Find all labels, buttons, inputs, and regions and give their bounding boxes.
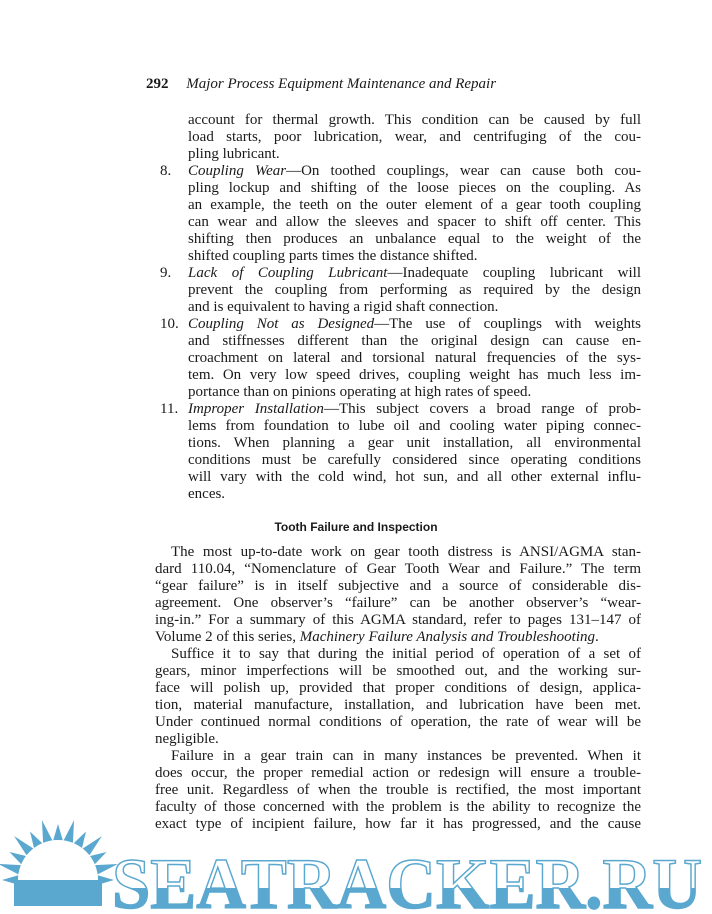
text-line: Under continued normal conditions of operation, the rate of wear will be bbox=[155, 714, 641, 730]
page-number: 292 bbox=[146, 76, 169, 92]
text-line: Suffice it to say that during the initial period of operation of a set of bbox=[171, 646, 641, 662]
text-line: face will polish up, provided that proper conditions of design, applica- bbox=[155, 680, 641, 696]
list-number: 10. bbox=[160, 316, 179, 332]
text-line: dard 110.04, “Nomenclature of Gear Tooth Wear and Failure.” The term bbox=[155, 561, 641, 577]
text-line: exact type of incipient failure, how far it has progressed, and the cause bbox=[155, 816, 641, 832]
sun-ray bbox=[64, 820, 74, 843]
text-line: an example, the teeth on the outer element of a gear tooth coupling bbox=[188, 197, 641, 213]
watermark bbox=[0, 800, 712, 914]
text-line bbox=[155, 629, 641, 646]
text-line: load starts, poor lubrication, wear, and centrifuging of the cou- bbox=[188, 129, 641, 145]
watermark-text: SEATRACKER.RU bbox=[112, 844, 702, 914]
text-line: faculty of those concerned with the problem is the ability to recognize the bbox=[155, 799, 641, 815]
text-line: portance than on pinions operating at high rates of speed. bbox=[188, 384, 532, 400]
text-line: account for thermal growth. This condition can be caused by full bbox=[188, 112, 641, 128]
section-heading: Tooth Failure and Inspection bbox=[274, 520, 438, 534]
text-line: agreement. One observer’s “failure” can be another observer’s “wear- bbox=[155, 595, 641, 611]
text-line: ing-in.” For a summary of this AGMA standard, refer to pages 131–147 of bbox=[155, 612, 641, 628]
sun-logo-icon bbox=[0, 820, 118, 906]
text-line: shifted coupling parts times the distance shifted. bbox=[188, 248, 478, 264]
list-item-title: Coupling Wear bbox=[188, 163, 287, 179]
list-item-title: Improper Installation bbox=[188, 401, 324, 417]
text-line: gears, minor imperfections will be smoothed out, and the working sur- bbox=[155, 663, 641, 679]
list-item-title: Coupling Not as Designed bbox=[188, 316, 375, 332]
text-line: will vary with the cold wind, hot sun, and all other external influ- bbox=[188, 469, 641, 485]
book-title: Major Process Equipment Maintenance and Repair bbox=[186, 76, 497, 92]
text-line: free unit. Regardless of when the trouble is rectified, the most important bbox=[155, 782, 641, 798]
list-number: 11. bbox=[160, 401, 179, 417]
running-header bbox=[146, 76, 496, 93]
text-line: tem. On very low speed drives, coupling weight has much less im- bbox=[188, 367, 641, 383]
text-line: can wear and allow the sleeves and spacer to shift off center. This bbox=[188, 214, 641, 230]
text-line: prevent the coupling from performing as required by the design bbox=[188, 282, 641, 298]
sun-ray bbox=[0, 864, 21, 874]
list-number: 9. bbox=[160, 265, 172, 281]
text-line: does occur, the proper remedial action or redesign will ensure a trouble- bbox=[155, 765, 641, 781]
text-line: “gear failure” is in itself subjective and a source of considerable dis- bbox=[155, 578, 641, 594]
list-item-title: Lack of Coupling Lubricant bbox=[188, 265, 388, 281]
text-line: croachment on lateral and torsional natural frequencies of the sys- bbox=[188, 350, 641, 366]
text-line: and is equivalent to having a rigid shaft connection. bbox=[188, 299, 499, 315]
list-item-first-line bbox=[160, 401, 641, 418]
text-line: lems from foundation to lube oil and cooling water piping connec- bbox=[188, 418, 641, 434]
text-line: shifting then produces an unbalance equal to the weight of the bbox=[188, 231, 641, 247]
text-line: The most up-to-date work on gear tooth distress is ANSI/AGMA stan- bbox=[171, 544, 641, 560]
text-run: —On toothed couplings, wear can cause both cou- bbox=[286, 163, 642, 179]
text-line: negligible. bbox=[155, 731, 219, 747]
text-run: Volume 2 of this series, bbox=[155, 629, 300, 645]
text-run: —Inadequate coupling lubricant will bbox=[387, 265, 641, 281]
text-line: conditions must be carefully considered since operating conditions bbox=[188, 452, 641, 468]
text-line: and stiffnesses different than the original design can cause en- bbox=[188, 333, 641, 349]
list-item-first-line bbox=[160, 316, 641, 333]
text-run: . bbox=[594, 629, 599, 645]
text-line: pling lubricant. bbox=[188, 146, 280, 162]
text-line: ences. bbox=[188, 486, 226, 502]
book-reference: Machinery Failure Analysis and Troubleshooting bbox=[299, 629, 595, 645]
list-item-first-line bbox=[160, 163, 642, 180]
text-line: tion, material manufacture, installation, and lubrication have been met. bbox=[155, 697, 641, 713]
numbered-list bbox=[160, 112, 642, 503]
text-line: tions. When planning a gear unit installation, all environmental bbox=[188, 435, 641, 451]
list-item-first-line bbox=[160, 265, 641, 282]
text-run: —This subject covers a broad range of prob- bbox=[323, 401, 641, 417]
text-line: pling lockup and shifting of the loose pieces on the coupling. As bbox=[188, 180, 641, 196]
text-line: Failure in a gear train can in many instances be prevented. When it bbox=[171, 748, 641, 764]
body-text bbox=[155, 544, 641, 833]
sun-ray bbox=[53, 824, 63, 840]
sun-ray bbox=[42, 820, 52, 843]
text-run: —The use of couplings with weights bbox=[374, 316, 641, 332]
list-number: 8. bbox=[160, 163, 172, 179]
